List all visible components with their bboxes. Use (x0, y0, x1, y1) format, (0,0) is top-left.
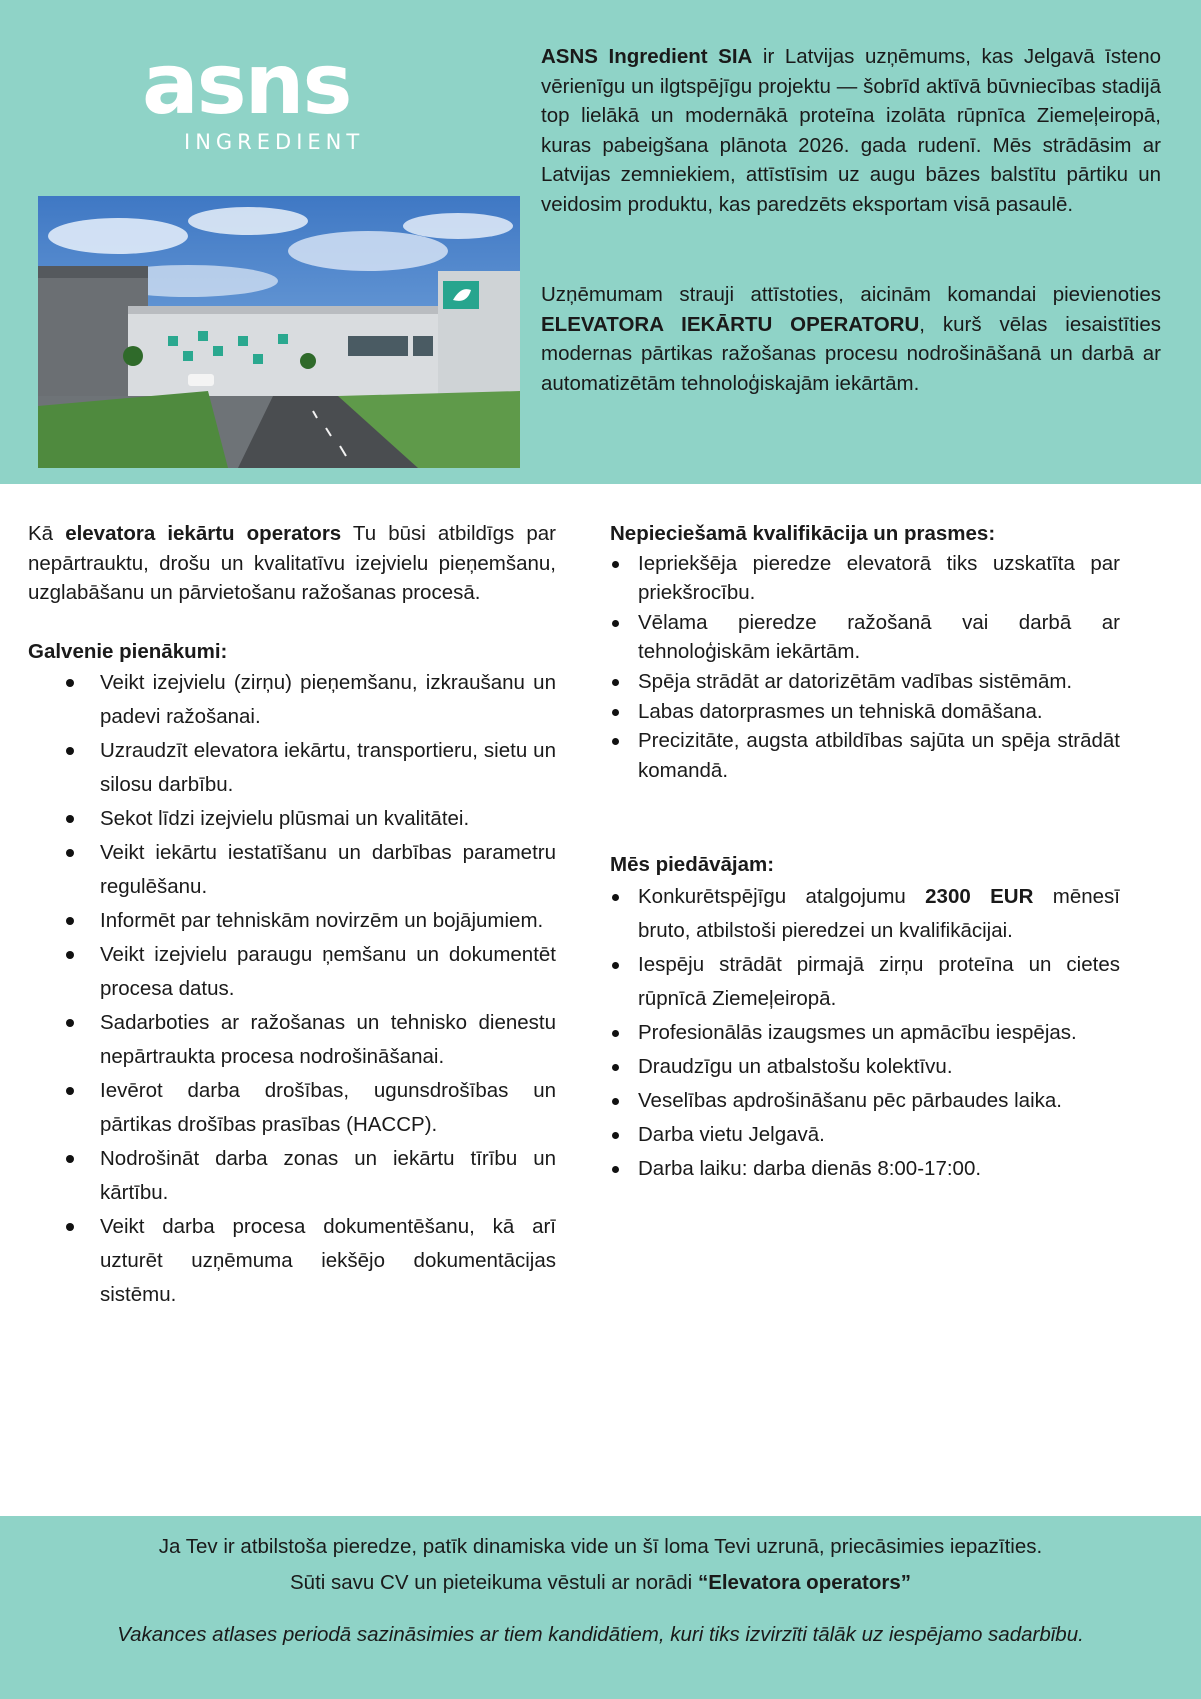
company-logo (142, 35, 406, 154)
logo-subtitle: INGREDIENT (184, 130, 365, 154)
offers-list (610, 880, 1120, 1186)
list-item: Veikt darba procesa dokumentēšanu, kā arī uzturēt uzņēmuma iekšējo dokumentācijas sistēmu. (28, 1210, 556, 1312)
list-item: Profesionālās izaugsmes un apmācību iespējas. (610, 1016, 1120, 1050)
role-intro-paragraph (28, 519, 556, 608)
logo-wordmark: asns (142, 35, 351, 133)
invitation-text-start: Uzņēmumam strauji attīstoties, aicinām komandai pievienoties (541, 283, 1161, 306)
factory-rendering-image (38, 196, 520, 468)
list-item: Labas datorprasmes un tehniskā domāšana. (610, 697, 1120, 727)
list-item: Iespēju strādāt pirmajā zirņu proteīna un cietes rūpnīcā Ziemeļeiropā. (610, 948, 1120, 1016)
list-item: Draudzīgu un atbalstošu kolektīvu. (610, 1050, 1120, 1084)
salary-item (610, 880, 1120, 948)
footer-apply-instruction (0, 1568, 1201, 1598)
job-title: ELEVATORA IEKĀRTU OPERATORU (541, 312, 920, 336)
offers-heading: Mēs piedāvājam: (610, 853, 775, 877)
list-item: Nodrošināt darba zonas un iekārtu tīrību un kārtību. (28, 1142, 556, 1210)
list-item: Precizitāte, augsta atbildības sajūta un spēja strādāt komandā. (610, 726, 1120, 785)
left-column (28, 519, 556, 1312)
company-name: ASNS Ingredient SIA (541, 45, 753, 68)
list-item: Vēlama pieredze ražošanā vai darbā ar tehnoloģiskām iekārtām. (610, 608, 1120, 667)
list-item: Informēt par tehniskām novirzēm un bojājumiem. (28, 904, 556, 938)
list-item: Uzraudzīt elevatora iekārtu, transportieru, sietu un silosu darbību. (28, 734, 556, 802)
salary-text-start: Konkurētspējīgu atalgojumu (638, 884, 926, 908)
company-intro-paragraph (541, 42, 1161, 220)
qualifications-heading: Nepieciešamā kvalifikācija un prasmes: (610, 522, 996, 545)
list-item: Sekot līdzi izejvielu plūsmai un kvalitātei. (28, 802, 556, 836)
role-name: elevatora iekārtu operators (65, 522, 342, 545)
footer-selection-note: Vakances atlases periodā sazināsimies ar tiem kandidātiem, kuri tiks izvirzīti tālāk uz iespējamo sadarbību. (117, 1623, 1084, 1646)
salary-amount: 2300 EUR (925, 884, 1034, 908)
invitation-text-end: , kurš vēlas iesaistīties modernas pārtikas ražošanas procesu nodrošināšanā un darbā ar automatizētām tehnoloģiskajām iekārtām. (541, 312, 1161, 395)
invitation-paragraph (541, 280, 1161, 398)
list-item: Darba vietu Jelgavā. (610, 1118, 1120, 1152)
duties-list (28, 666, 556, 1312)
list-item: Iepriekšēja pieredze elevatorā tiks uzskatīta par priekšrocību. (610, 549, 1120, 608)
duties-heading: Galvenie pienākumi: (28, 639, 228, 663)
right-column (610, 519, 1120, 1186)
list-item: Sadarboties ar ražošanas un tehnisko dienestu nepārtraukta procesa nodrošināšanai. (28, 1006, 556, 1074)
apply-reference: “Elevatora operators” (697, 1571, 911, 1594)
list-item: Veikt izejvielu paraugu ņemšanu un dokumentēt procesa datus. (28, 938, 556, 1006)
qualifications-list (610, 549, 1120, 786)
apply-text: Sūti savu CV un pieteikuma vēstuli ar norādi (290, 1571, 698, 1594)
list-item: Veselības apdrošināšanu pēc pārbaudes laika. (610, 1084, 1120, 1118)
list-item: Veikt iekārtu iestatīšanu un darbības parametru regulēšanu. (28, 836, 556, 904)
company-intro-text: ir Latvijas uzņēmums, kas Jelgavā īsteno vērienīgu un ilgtspējīgu projektu — šobrīd aktīvā būvniecības stadijā top lielākā un modernākā proteīna izolāta rūpnīca Ziemeļeiropā, kuras pabeigšana plānota 2026. gada rudenī. Mēs strādāsim ar Latvijas zemniekiem, attīstīsim uz augu bāzes balstītu pārtiku un veidosim produktu, kas paredzēts eksportam visā pasaulē. (541, 45, 1162, 216)
list-item: Spēja strādāt ar datorizētām vadības sistēmām. (610, 667, 1120, 697)
list-item: Veikt izejvielu (zirņu) pieņemšanu, izkraušanu un padevi ražošanai. (28, 666, 556, 734)
list-item: Ievērot darba drošības, ugunsdrošības un pārtikas drošības prasības (HACCP). (28, 1074, 556, 1142)
role-intro-start: Kā (28, 522, 66, 545)
role-intro-end: Tu būsi atbildīgs par nepārtrauktu, drošu un kvalitatīvu izejvielu pieņemšanu, uzglabāšanu un pārvietošanu ražošanas procesā. (28, 522, 556, 605)
footer-invitation: Ja Tev ir atbilstoša pieredze, patīk dinamiska vide un šī loma Tevi uzrunā, priecāsimies iepazīties. (158, 1535, 1043, 1558)
list-item: Darba laiku: darba dienās 8:00-17:00. (610, 1152, 1120, 1186)
salary-text-end: mēnesī bruto, atbilstoši pieredzei un kvalifikācijai. (638, 884, 1120, 942)
